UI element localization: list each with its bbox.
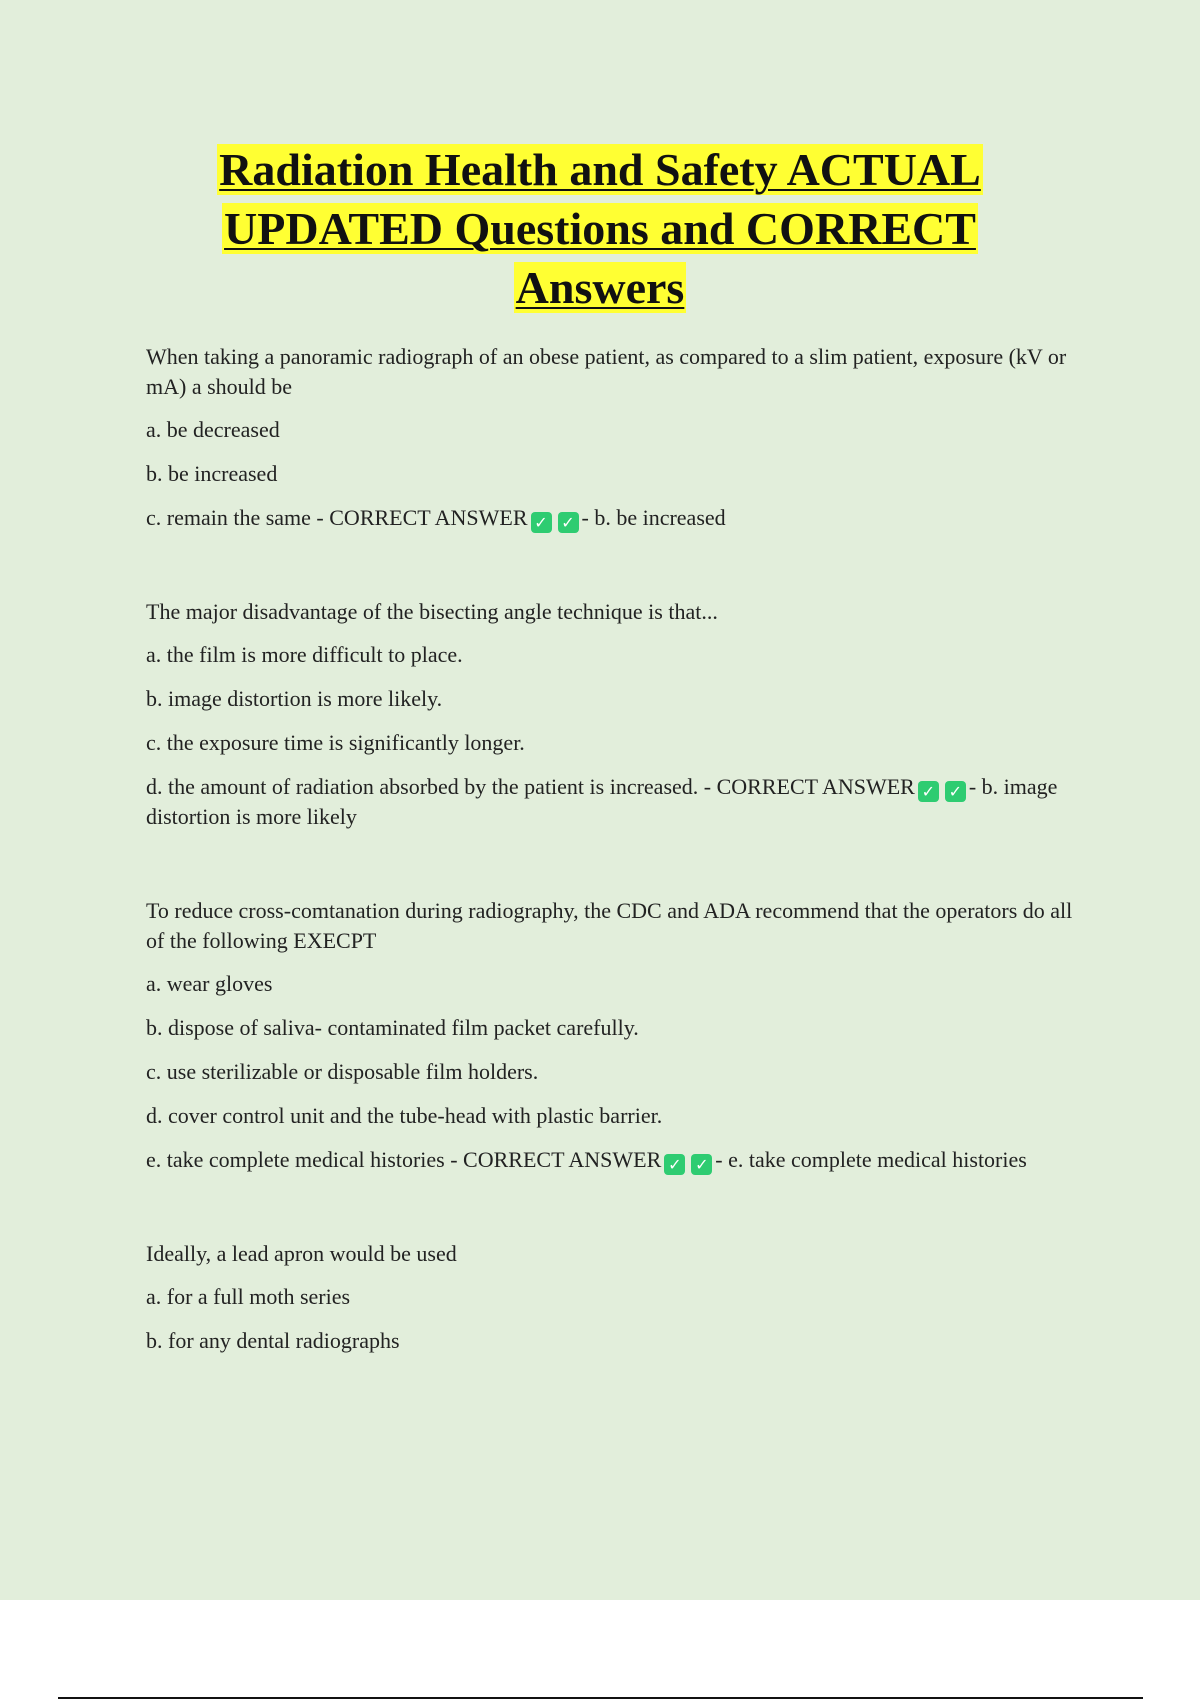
question-text: When taking a panoramic radiograph of an obese patient, as compared to a slim patient, exposure (kV or mA) a should be [146,344,1067,399]
footer-rule [58,1697,1143,1699]
answer-line [146,772,1096,832]
answer-line [146,1145,1096,1175]
answer-line [146,503,1096,533]
question-1 [146,342,1096,533]
answer-prefix: c. remain the same - CORRECT ANSWER [146,505,528,530]
option: c. the exposure time is significantly longer. [146,730,525,755]
answer-suffix: - b. be increased [581,505,726,530]
title-line-3: Answers [515,262,685,313]
check-mark-icon: ✓ [531,512,552,533]
title-line-1: Radiation Health and Safety ACTUAL [219,144,981,195]
option: a. be decreased [146,417,280,442]
question-text: The major disadvantage of the bisecting angle technique is that... [146,599,718,624]
question-4 [146,1239,1096,1356]
option: c. use sterilizable or disposable film holders. [146,1059,539,1084]
option: b. dispose of saliva- contaminated film packet carefully. [146,1015,639,1040]
check-mark-icon: ✓ [664,1154,685,1175]
answer-prefix: e. take complete medical histories - CORRECT ANSWER [146,1147,662,1172]
questions-container [146,342,1096,1420]
answer-prefix: d. the amount of radiation absorbed by the patient is increased. - CORRECT ANSWER [146,774,915,799]
option: b. be increased [146,461,278,486]
question-text: To reduce cross-comtanation during radiography, the CDC and ADA recommend that the operators do all of the following EXECPT [146,898,1073,953]
check-mark-icon: ✓ [558,512,579,533]
question-text: Ideally, a lead apron would be used [146,1241,457,1266]
answer-suffix: - e. take complete medical histories [715,1147,1027,1172]
check-mark-icon: ✓ [918,781,939,802]
title-line-2: UPDATED Questions and CORRECT [224,203,976,254]
document-title [0,140,1200,317]
option: b. for any dental radiographs [146,1328,400,1353]
option: a. for a full moth series [146,1284,351,1309]
option: d. cover control unit and the tube-head with plastic barrier. [146,1103,663,1128]
check-mark-icon: ✓ [945,781,966,802]
option: a. wear gloves [146,971,273,996]
option: b. image distortion is more likely. [146,686,443,711]
option: a. the film is more difficult to place. [146,642,463,667]
check-mark-icon: ✓ [691,1154,712,1175]
question-2 [146,597,1096,832]
question-3 [146,896,1096,1175]
answer-suffix: - b. image distortion is more likely [146,774,1058,829]
